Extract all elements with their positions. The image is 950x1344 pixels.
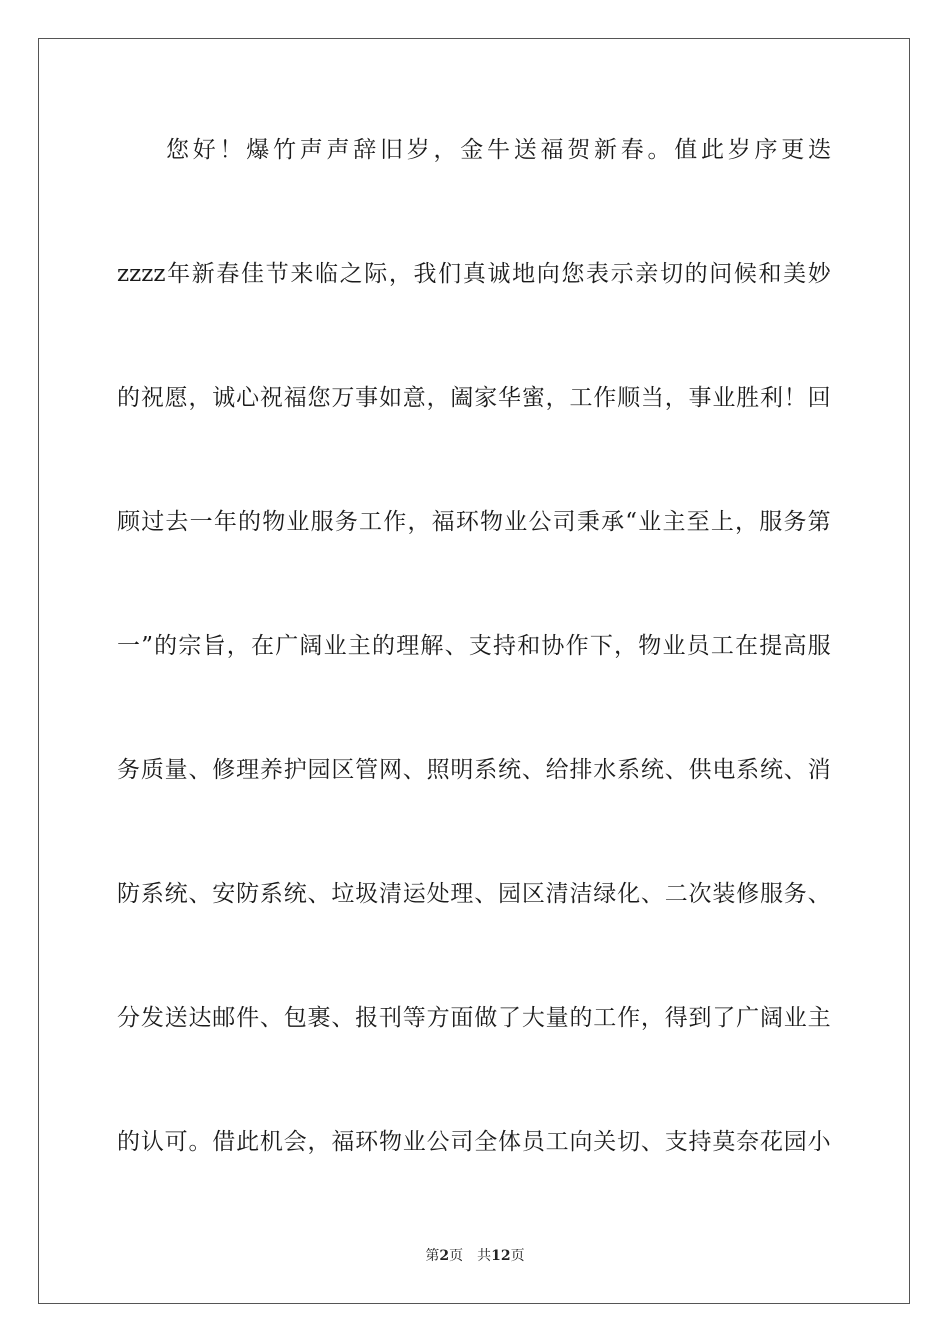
body-line: zzzz 年 新 春 佳 节 来 临 之 际 ， 我 们 真 诚 地 向 您 表 示 亲 切 的 问 候 和 美 妙 <box>117 261 831 287</box>
page-frame <box>38 38 910 1304</box>
body-line: 您 好 ！ 爆 竹 声 声 辞 旧 岁 ， 金 牛 送 福 贺 新 春 。 值 此 岁 序 更 迭 <box>166 137 831 163</box>
page-suffix: 页 <box>449 1248 464 1264</box>
total-suffix: 页 <box>510 1248 525 1264</box>
page-prefix: 第 <box>425 1248 440 1264</box>
body-line: 务 质 量 、 修 理 养 护 园 区 管 网 、 照 明 系 统 、 给 排 水 系 统 、 供 电 系 统 、 消 <box>117 757 831 783</box>
total-pages: 12 <box>491 1248 511 1264</box>
body-line: 的 认 可 。 借 此 机 会 ， 福 环 物 业 公 司 全 体 员 工 向 关 切 、 支 持 莫 奈 花 园 小 <box>117 1129 831 1155</box>
page-number: 2 <box>439 1248 450 1264</box>
body-line: 的 祝 愿 ， 诚 心 祝 福 您 万 事 如 意 ， 阖 家 华 蜜 ， 工 作 顺 当 ， 事 业 胜 利 ！ 回 <box>117 385 831 411</box>
body-line: 顾 过 去 一 年 的 物 业 服 务 工 作 ， 福 环 物 业 公 司 秉 承 “ 业 主 至 上 ， 服 务 第 <box>117 509 831 535</box>
body-line: 一 ” 的 宗 旨 ， 在 广 阔 业 主 的 理 解 、 支 持 和 协 作 下 ， 物 业 员 工 在 提 高 服 <box>117 633 831 659</box>
body-line: 防 系 统 、 安 防 系 统 、 垃 圾 清 运 处 理 、 园 区 清 洁 绿 化 、 二 次 装 修 服 务 、 <box>117 881 831 907</box>
body-line: 分 发 送 达 邮 件 、 包 裹 、 报 刊 等 方 面 做 了 大 量 的 工 作 ， 得 到 了 广 阔 业 主 <box>117 1005 831 1031</box>
page-footer <box>0 1247 950 1265</box>
total-prefix: 共 <box>477 1248 492 1264</box>
